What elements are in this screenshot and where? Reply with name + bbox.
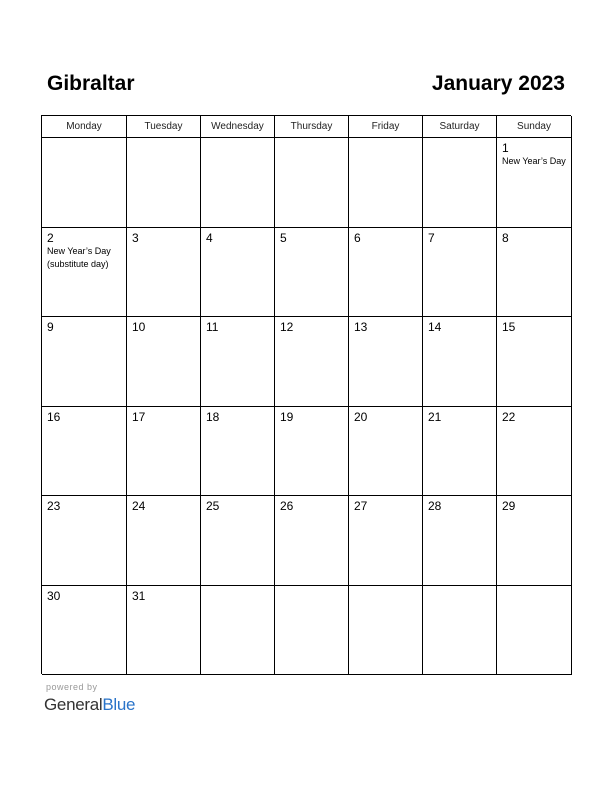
day-number: 29 <box>502 499 516 513</box>
logo-general-text: General <box>44 695 103 714</box>
day-cell <box>42 138 127 228</box>
day-cell <box>275 586 349 676</box>
day-number: 3 <box>132 230 139 245</box>
day-cell <box>201 586 275 676</box>
day-cell <box>497 496 572 586</box>
generalblue-brand[interactable] <box>44 682 135 716</box>
day-cell <box>201 228 275 318</box>
day-number: 25 <box>206 499 220 513</box>
day-number: 16 <box>47 409 61 424</box>
weekday-header-sunday: Sunday <box>497 116 572 138</box>
day-number: 28 <box>428 499 442 513</box>
powered-by-label: powered by <box>46 682 98 692</box>
logo-blue-text: Blue <box>102 695 136 714</box>
day-number: 7 <box>428 230 435 245</box>
day-cell <box>349 317 423 407</box>
day-cell <box>497 317 572 407</box>
day-cell <box>349 496 423 586</box>
day-number: 6 <box>354 230 361 245</box>
day-cell <box>127 407 201 497</box>
day-cell <box>349 407 423 497</box>
day-cell <box>423 138 497 228</box>
country-title: Gibraltar <box>47 72 135 95</box>
day-cell <box>42 496 127 586</box>
day-number: 10 <box>132 320 146 334</box>
day-number: 4 <box>206 230 213 245</box>
day-number: 12 <box>280 320 294 334</box>
day-number: 17 <box>132 409 146 424</box>
day-number: 18 <box>206 409 220 424</box>
day-cell <box>349 228 423 318</box>
weekday-header-saturday: Saturday <box>423 116 497 138</box>
day-cell <box>42 317 127 407</box>
day-number: 24 <box>132 499 146 513</box>
day-number: 27 <box>354 499 368 513</box>
day-cell <box>349 586 423 676</box>
day-cell <box>201 496 275 586</box>
holiday-label: New Year’s Day (substitute day) <box>47 245 111 269</box>
weekday-header-wednesday: Wednesday <box>201 116 275 138</box>
day-cell <box>423 407 497 497</box>
day-cell <box>423 586 497 676</box>
day-number: 2 <box>47 230 54 245</box>
day-number: 21 <box>428 409 442 424</box>
day-cell <box>42 228 127 318</box>
day-number: 1 <box>502 141 509 155</box>
day-number: 26 <box>280 499 294 513</box>
day-number: 20 <box>354 409 368 424</box>
day-cell <box>127 138 201 228</box>
day-cell <box>127 586 201 676</box>
day-number: 13 <box>354 320 368 334</box>
day-number: 5 <box>280 230 287 245</box>
day-number: 30 <box>47 588 61 603</box>
generalblue-logo <box>44 694 135 716</box>
day-cell <box>497 407 572 497</box>
day-number: 9 <box>47 320 54 334</box>
weekday-header-friday: Friday <box>349 116 423 138</box>
day-number: 23 <box>47 499 61 513</box>
day-cell <box>275 407 349 497</box>
day-number: 11 <box>206 320 219 334</box>
day-number: 31 <box>132 588 146 603</box>
day-number: 8 <box>502 230 509 245</box>
day-cell <box>275 317 349 407</box>
day-cell <box>497 138 572 228</box>
calendar-grid <box>41 115 571 674</box>
weekday-header-thursday: Thursday <box>275 116 349 138</box>
month-year-title: January 2023 <box>431 72 565 95</box>
day-cell <box>423 228 497 318</box>
day-cell <box>127 228 201 318</box>
day-cell <box>127 317 201 407</box>
day-cell <box>497 228 572 318</box>
day-number: 15 <box>502 320 516 334</box>
day-number: 14 <box>428 320 442 334</box>
weekday-header-tuesday: Tuesday <box>127 116 201 138</box>
holiday-label: New Year’s Day <box>502 156 566 166</box>
day-cell <box>42 586 127 676</box>
weekday-header-monday: Monday <box>42 116 127 138</box>
day-cell <box>275 138 349 228</box>
day-cell <box>201 317 275 407</box>
day-cell <box>423 317 497 407</box>
day-cell <box>127 496 201 586</box>
day-cell <box>201 407 275 497</box>
day-cell <box>275 496 349 586</box>
day-cell <box>42 407 127 497</box>
day-number: 19 <box>280 409 294 424</box>
day-cell <box>423 496 497 586</box>
day-number: 22 <box>502 409 516 424</box>
day-cell <box>497 586 572 676</box>
day-cell <box>201 138 275 228</box>
day-cell <box>275 228 349 318</box>
day-cell <box>349 138 423 228</box>
